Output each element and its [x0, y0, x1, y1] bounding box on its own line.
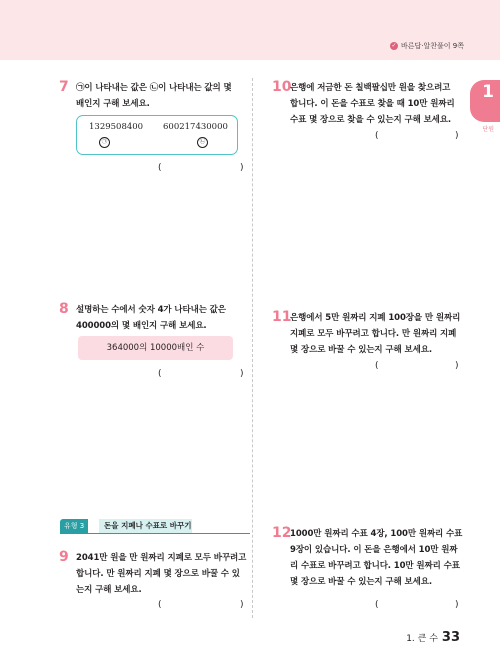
question-11-text — [290, 310, 470, 358]
question-10-number: 10 — [272, 79, 292, 95]
unit-tab — [470, 80, 500, 122]
question-12-line1: 1000만 원짜리 수표 4장, 100만 원짜리 수표 — [290, 529, 463, 539]
answer-close-11: ) — [455, 361, 459, 371]
question-8-number: 8 — [59, 301, 69, 317]
question-11-line3: 몇 장으로 바꿀 수 있는지 구해 보세요. — [290, 345, 432, 355]
answer-open-7: ( — [158, 163, 162, 173]
question-10-text — [290, 80, 470, 128]
brand-label — [390, 41, 464, 51]
question-7-line2: 배인지 구해 보세요. — [76, 99, 150, 109]
question-9-text — [76, 550, 256, 598]
page-number: 33 — [441, 630, 460, 645]
value-2: 600217430000 — [163, 122, 228, 132]
answer-close-9: ) — [240, 600, 244, 610]
answer-close-12: ) — [455, 600, 459, 610]
unit-label: 단원 — [482, 126, 494, 133]
type-band — [60, 519, 250, 534]
question-8-text — [76, 302, 256, 334]
question-8-line2: 400000의 몇 배인지 구해 보세요. — [76, 321, 207, 331]
question-7-text — [76, 80, 256, 112]
question-11-line2: 지폐로 모두 바꾸려고 합니다. 만 원짜리 지폐 — [290, 329, 457, 339]
answer-open-10: ( — [375, 131, 379, 141]
question-7-line1: ㉠이 나타내는 값은 ㉡이 나타내는 값의 몇 — [76, 83, 232, 93]
answer-close-8: ) — [240, 369, 244, 379]
type-title: 돈을 지폐나 수표로 바꾸기 — [99, 519, 192, 533]
question-9-line3: 는지 구해 보세요. — [76, 585, 142, 595]
question-11-number: 11 — [272, 309, 292, 325]
chapter-label: 1. 큰 수 — [406, 634, 438, 644]
header-band — [0, 0, 500, 60]
question-8-line1: 설명하는 수에서 숫자 4가 나타내는 값은 — [76, 305, 226, 315]
question-12-number: 12 — [272, 525, 292, 541]
condition-box: 364000의 10000배인 수 — [78, 336, 233, 360]
question-9-line2: 합니다. 만 원짜리 지폐 몇 장으로 바꿀 수 있 — [76, 569, 240, 579]
answer-open-11: ( — [375, 361, 379, 371]
question-10-line3: 수표 몇 장으로 찾을 수 있는지 구해 보세요. — [290, 115, 452, 125]
question-12-text — [290, 526, 470, 590]
answer-close-7: ) — [240, 163, 244, 173]
mark-1: ㉠ — [99, 137, 110, 148]
unit-number: 1 — [482, 82, 494, 102]
question-12-line3: 리 수표로 바꾸려고 합니다. 10만 원짜리 수표 — [290, 561, 460, 571]
type-label: 유형 3 — [60, 519, 88, 533]
answer-open-12: ( — [375, 600, 379, 610]
column-divider — [252, 78, 253, 618]
question-10-line1: 은행에 저금한 돈 칠백팔십만 원을 찾으려고 — [290, 83, 451, 93]
page-footer — [406, 630, 460, 645]
answer-open-9: ( — [158, 600, 162, 610]
question-11-line1: 은행에서 5만 원짜리 지폐 100장을 만 원짜리 — [290, 313, 461, 323]
check-icon: ✓ — [391, 42, 397, 49]
brand-text: 바른답·알찬풀이 9쪽 — [401, 42, 464, 50]
answer-open-8: ( — [158, 369, 162, 379]
question-9-number: 9 — [59, 549, 69, 565]
question-7-number: 7 — [59, 79, 69, 95]
mark-2: ㉡ — [197, 137, 208, 148]
answer-close-10: ) — [455, 131, 459, 141]
question-12-line2: 9장이 있습니다. 이 돈을 은행에서 10만 원짜 — [290, 545, 458, 555]
question-12-line4: 몇 장으로 바꿀 수 있는지 구해 보세요. — [290, 577, 432, 587]
question-10-line2: 합니다. 이 돈을 수표로 찾을 때 10만 원짜리 — [290, 99, 455, 109]
question-9-line1: 2041만 원을 만 원짜리 지폐로 모두 바꾸려고 — [76, 553, 247, 563]
number-box — [76, 115, 238, 155]
value-1: 1329508400 — [89, 122, 144, 132]
